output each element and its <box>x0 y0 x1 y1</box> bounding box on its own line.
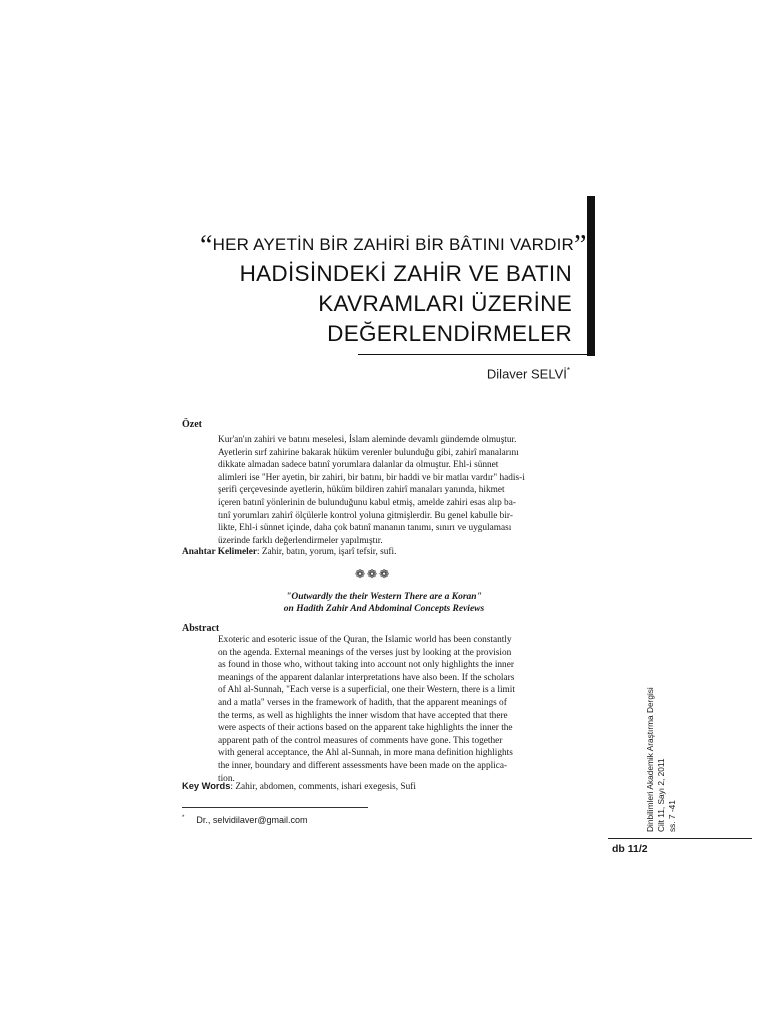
title-line-1: “HER AYETİN BİR ZAHİRİ BİR BÂTINI VARDIR” <box>200 230 587 261</box>
abstract-line: with general acceptance, the Ahl al-Sunnah, in more mana definition highlights <box>218 748 513 759</box>
author-footnote-mark: * <box>566 366 570 375</box>
footnote-mark: * <box>182 815 185 821</box>
keywords-en <box>182 781 416 792</box>
abstract-line: apparent path of the control measures of comments have gone. This together <box>218 735 503 746</box>
title-line-4: DEĞERLENDİRMELER <box>327 321 572 346</box>
ozet-line: likte, Ehl-i sünnet içinde, daha çok batınî mananın tanımı, sınırı ve uygulaması <box>218 523 512 534</box>
abstract-line: were aspects of their actions based on the apparent take highlights the inner the <box>218 723 513 734</box>
ozet-line: içeren batınî yönlerinin de bulunduğunu kabul etmiş, amelde zahiri esas alıp ba- <box>218 497 516 508</box>
author-name: Dilaver SELVİ <box>486 366 567 382</box>
keywords-en-value: : Zahir, abdomen, comments, ishari exegesis, Sufi <box>230 782 416 792</box>
abstract-line: tion. <box>218 773 235 784</box>
ozet-line: tınî yorumları zahirî ölçülerle kontrol yoluna gitmişlerdir. Bu genel kabulle bir- <box>218 510 513 521</box>
keywords-tr-label: Anahtar Kelimeler <box>182 547 257 557</box>
keywords-tr-value: : Zahir, batın, yorum, işarî tefsir, sufi. <box>256 547 397 557</box>
ozet-line: dikkate almadan sadece batınî yorumlara dalanlar da olmuştur. Ehl-i sünnet <box>218 460 499 471</box>
title-underline-rule <box>358 354 594 355</box>
abstract-line: of Ahl al-Sunnah, "Each verse is a superficial, one their Western, there is a limit <box>218 685 515 696</box>
ozet-heading: Özet <box>182 419 202 430</box>
abstract-heading: Abstract <box>182 623 220 634</box>
abstract-line: Exoteric and esoteric issue of the Quran, the Islamic world has been constantly <box>218 635 512 645</box>
title-line-3: KAVRAMLARI ÜZERİNE <box>318 291 572 316</box>
abstract-line: meanings of the apparent dalanlar interpretations have also been. If the scholars <box>218 672 515 683</box>
abstract-line: the terms, as well as highlights the inner wisdom that have accepted that there <box>218 710 508 721</box>
ozet-line: şerifi çerçevesinde ayetlerin, hüküm bildiren zahirî manaları yanında, hikmet <box>218 485 505 496</box>
journal-rule <box>608 838 752 839</box>
footnote <box>182 815 308 825</box>
english-title-line-1: "Outwardly the their Western There are a Koran" <box>286 592 482 602</box>
abstract-body <box>218 634 586 785</box>
keywords-en-label: Key Words <box>182 781 231 791</box>
footnote-text: Dr., selvidilaver@gmail.com <box>196 815 308 825</box>
ozet-body <box>218 434 586 547</box>
abstract-line: on the agenda. External meanings of the verses just by looking at the provision <box>218 647 512 658</box>
abstract-line: and a matla" verses in the framework of hadith, that the apparent meanings of <box>218 697 507 708</box>
keywords-tr <box>182 547 396 557</box>
title-vertical-bar <box>587 196 595 356</box>
article-title <box>200 230 587 349</box>
journal-name: Dinbilimleri Akademik Araştırma Dergisi <box>645 687 655 832</box>
english-title-line-2: on Hadith Zahir And Abdominal Concepts Reviews <box>283 604 485 614</box>
abstract-line: the inner, boundary and different assessments have been made on the applica- <box>218 760 508 771</box>
page-code: db 11/2 <box>612 843 648 855</box>
ozet-line: alimleri ise "Her ayetin, bir zahiri, bir batını, bir haddi ve bir matlaı vardır" hadis-i <box>218 472 525 483</box>
english-title <box>182 591 586 615</box>
title-line-2: HADİSİNDEKİ ZAHİR VE BATIN <box>239 261 572 286</box>
ozet-line: Ayetlerin sırf zahirine bakarak hüküm verenler bulunduğu gibi, zahirî manalarını <box>218 447 519 458</box>
author <box>380 362 570 383</box>
abstract-line: as found in those who, without taking into account not only highlights the inner <box>218 660 514 671</box>
section-ornament: ❁❁❁ <box>355 567 392 581</box>
footnote-rule <box>182 807 368 808</box>
ozet-line: Kur'an'ın zahiri ve batını meselesi, İslam aleminde devamlı gündemde olmuştur. <box>218 435 517 445</box>
ozet-line: üzerinde farklı değerlendirmeler yapılmıştır. <box>218 535 383 546</box>
journal-pages: ss. 7 -41 <box>667 800 677 832</box>
journal-info <box>645 672 677 832</box>
journal-volume: Cilt 11, Sayı 2, 2011 <box>656 758 666 832</box>
